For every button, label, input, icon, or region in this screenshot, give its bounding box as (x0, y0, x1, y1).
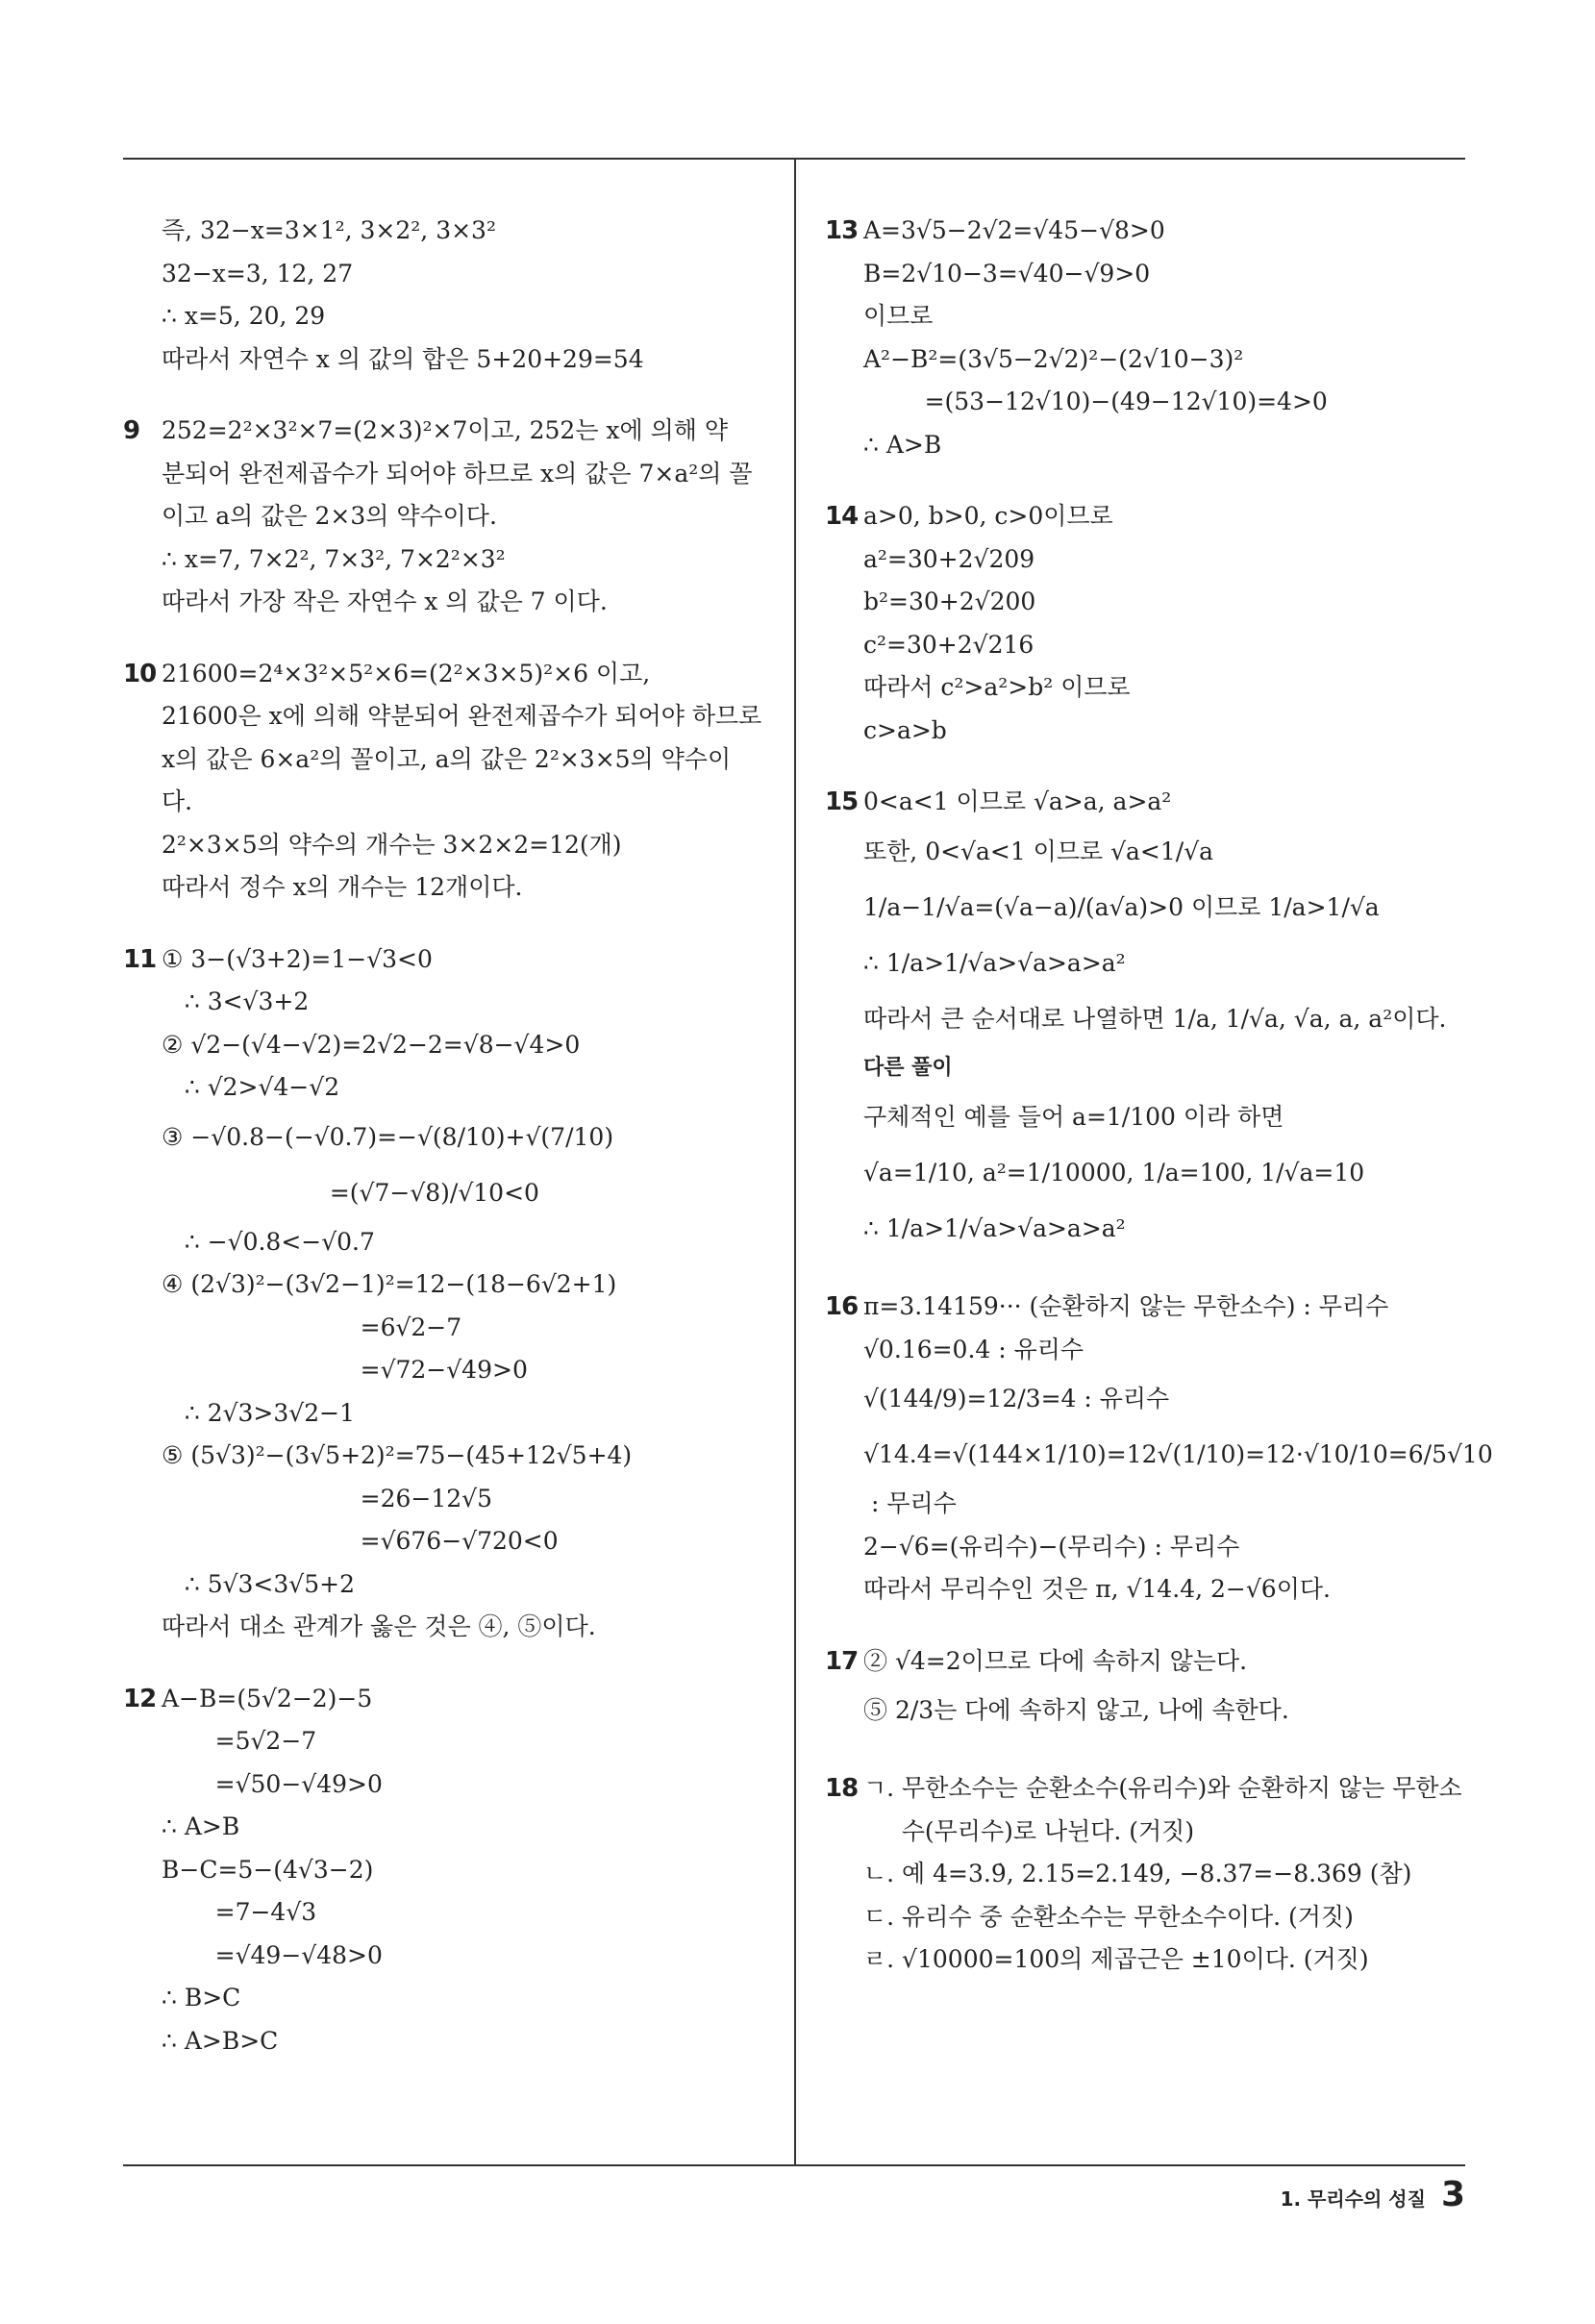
text-line: √a=1/10, a²=1/10000, 1/a=100, 1/√a=10 (863, 1159, 1365, 1187)
text-line: √(144/9)=12/3=4 : 유리수 (863, 1385, 1170, 1412)
text-line: =(√7−√8)/√10<0 (162, 1178, 539, 1207)
text-line: 1/a−1/√a=(√a−a)/(a√a)>0 이므로 1/a>1/√a (863, 892, 1380, 921)
text-line: a²=30+2√209 (863, 544, 1035, 573)
text-line: ∴ x=5, 20, 29 (162, 302, 326, 330)
text-line: ④ (2√3)²−(3√2−1)²=12−(18−6√2+1) (162, 1270, 617, 1298)
text-line: ㄷ. 유리수 중 순환소수는 무한소수이다. (거짓) (863, 1902, 1354, 1931)
text-line: ㄹ. √10000=100의 제곱근은 ±10이다. (거짓) (863, 1945, 1369, 1973)
text-line: A=3√5−2√2=√45−√8>0 (863, 216, 1165, 244)
page-footer (1281, 2175, 1465, 2214)
text-line: √14.4=√(144×1/10)=12√(1/10)=12·√10/10=6/5√10 (863, 1440, 1493, 1468)
problem-number: 18 (825, 1774, 859, 1803)
text-line: 이므로 (863, 302, 934, 330)
problem-number: 15 (825, 787, 859, 816)
text-line: 2−√6=(유리수)−(무리수) : 무리수 (863, 1532, 1240, 1561)
text-line: ② √4=2이므로 다에 속하지 않는다. (863, 1646, 1248, 1675)
problem-9 (123, 410, 767, 624)
text-line: ∴ 2√3>3√2−1 (162, 1398, 355, 1427)
problem-number: 13 (825, 216, 859, 245)
text-line: 따라서 정수 x의 개수는 12개이다. (162, 873, 523, 901)
text-line: ∴ A>B>C (162, 2026, 279, 2055)
text-line: 따라서 무리수인 것은 π, √14.4, 2−√6이다. (863, 1575, 1331, 1603)
text-line: 따라서 c²>a²>b² 이므로 (863, 673, 1131, 701)
text-line: =√50−√49>0 (162, 1769, 383, 1798)
text-line: c²=30+2√216 (863, 630, 1034, 659)
text-line: A−B=(5√2−2)−5 (162, 1684, 373, 1712)
text-line: : 무리수 (863, 1489, 957, 1517)
problem-8-continued (123, 210, 767, 381)
text-line: 즉, 32−x=3×1², 3×2², 3×3² (162, 216, 496, 244)
text-line: 분되어 완전제곱수가 되어야 하므로 x의 값은 7×a²의 꼴 (162, 459, 753, 487)
text-line: ㄱ. 무한소수는 순환소수(유리수)와 순환하지 않는 무한소 (863, 1774, 1462, 1802)
text-line: 21600=2⁴×3²×5²×6=(2²×3×5)²×6 이고, (162, 659, 651, 687)
problem-number: 14 (825, 502, 859, 531)
right-column (825, 210, 1493, 2011)
text-line: 따라서 큰 순서대로 나열하면 1/a, 1/√a, √a, a, a²이다. (863, 1004, 1447, 1033)
problem-number: 16 (825, 1292, 859, 1321)
text-line: ∴ 1/a>1/√a>√a>a>a² (863, 1214, 1126, 1242)
problem-number: 9 (123, 416, 140, 445)
text-line: π=3.14159··· (순환하지 않는 무한소수) : 무리수 (863, 1292, 1389, 1320)
text-line: ∴ −√0.8<−√0.7 (162, 1227, 375, 1256)
chapter-title: 1. 무리수의 성질 (1280, 2187, 1426, 2211)
problem-number: 12 (123, 1684, 157, 1713)
problem-number: 11 (123, 944, 157, 974)
problem-13 (825, 210, 1469, 466)
text-line: √0.16=0.4 : 유리수 (863, 1335, 1084, 1363)
problem-17 (825, 1640, 1469, 1739)
text-line: B=2√10−3=√40−√9>0 (863, 259, 1151, 287)
text-line: a>0, b>0, c>0이므로 (863, 502, 1113, 530)
text-line: 또한, 0<√a<1 이므로 √a<1/√a (863, 837, 1214, 865)
problem-number: 17 (825, 1646, 859, 1676)
text-line: 32−x=3, 12, 27 (162, 259, 354, 287)
alt-solution-heading: 다른 풀이 (863, 1055, 953, 1080)
text-line: ① 3−(√3+2)=1−√3<0 (162, 944, 433, 973)
text-line: ∴ B>C (162, 1984, 241, 2012)
page-number: 3 (1440, 2175, 1465, 2214)
problem-14 (825, 495, 1469, 752)
text-line: =6√2−7 (162, 1312, 462, 1341)
text-line: =√72−√49>0 (162, 1356, 528, 1384)
text-line: ∴ 5√3<3√5+2 (162, 1569, 355, 1598)
text-line: ∴ 1/a>1/√a>√a>a>a² (863, 948, 1126, 977)
text-line: 2²×3×5의 약수의 개수는 3×2×2=12(개) (162, 830, 622, 859)
text-line: ⑤ 2/3는 다에 속하지 않고, 나에 속한다. (863, 1696, 1289, 1724)
problem-16 (825, 1286, 1493, 1612)
text-line: 구체적인 예를 들어 a=1/100 이라 하면 (863, 1103, 1284, 1131)
problem-18 (825, 1767, 1469, 1982)
problem-15 (825, 781, 1469, 1257)
text-line: ∴ 3<√3+2 (162, 987, 310, 1015)
text-line: =√676−√720<0 (162, 1527, 559, 1555)
problem-12 (123, 1678, 767, 2063)
text-line: ③ −√0.8−(−√0.7)=−√(8/10)+√(7/10) (162, 1122, 614, 1151)
text-line: 수(무리수)로 나뉜다. (거짓) (863, 1816, 1195, 1845)
text-line: B−C=5−(4√3−2) (162, 1855, 374, 1884)
text-line: 따라서 자연수 x 의 값의 합은 5+20+29=54 (162, 344, 644, 373)
text-line: ∴ x=7, 7×2², 7×3², 7×2²×3² (162, 544, 506, 573)
problem-number: 10 (123, 659, 157, 688)
text-line: b²=30+2√200 (863, 587, 1036, 615)
text-line: A²−B²=(3√5−2√2)²−(2√10−3)² (863, 344, 1244, 373)
text-line: x의 값은 6×a²의 꼴이고, a의 값은 2²×3×5의 약수이 (162, 744, 732, 773)
text-line: =√49−√48>0 (162, 1940, 383, 1969)
text-line: =26−12√5 (162, 1484, 492, 1512)
text-line: c>a>b (863, 715, 947, 744)
column-divider (794, 160, 796, 2164)
text-line: 0<a<1 이므로 √a>a, a>a² (863, 787, 1172, 815)
text-line: ㄴ. 예 4=3.9̇, 2.15=2.149̇, −8.37=−8.369̇ (참) (863, 1860, 1412, 1887)
text-line: ⑤ (5√3)²−(3√5+2)²=75−(45+12√5+4) (162, 1441, 633, 1469)
problem-10 (123, 653, 767, 910)
text-line: 따라서 대소 관계가 옳은 것은 ④, ⑤이다. (162, 1612, 596, 1640)
bottom-rule (123, 2164, 1465, 2166)
text-line: =7−4√3 (162, 1898, 317, 1926)
problem-11 (123, 938, 767, 1649)
text-line: ∴ √2>√4−√2 (162, 1073, 340, 1101)
text-line: ∴ A>B (162, 1812, 240, 1840)
text-line: 21600은 x에 의해 약분되어 완전제곱수가 되어야 하므로 (162, 702, 762, 730)
left-column (123, 210, 767, 2091)
text-line: ② √2−(√4−√2)=2√2−2=√8−√4>0 (162, 1030, 581, 1059)
text-line: =5√2−7 (162, 1727, 317, 1755)
text-line: 다. (162, 787, 193, 815)
text-line: 이고 a의 값은 2×3의 약수이다. (162, 502, 497, 530)
text-line: 따라서 가장 작은 자연수 x 의 값은 7 이다. (162, 587, 608, 615)
text-line: ∴ A>B (863, 430, 942, 459)
text-line: =(53−12√10)−(49−12√10)=4>0 (863, 387, 1328, 415)
text-line: 252=2²×3²×7=(2×3)²×7이고, 252는 x에 의해 약 (162, 416, 729, 444)
